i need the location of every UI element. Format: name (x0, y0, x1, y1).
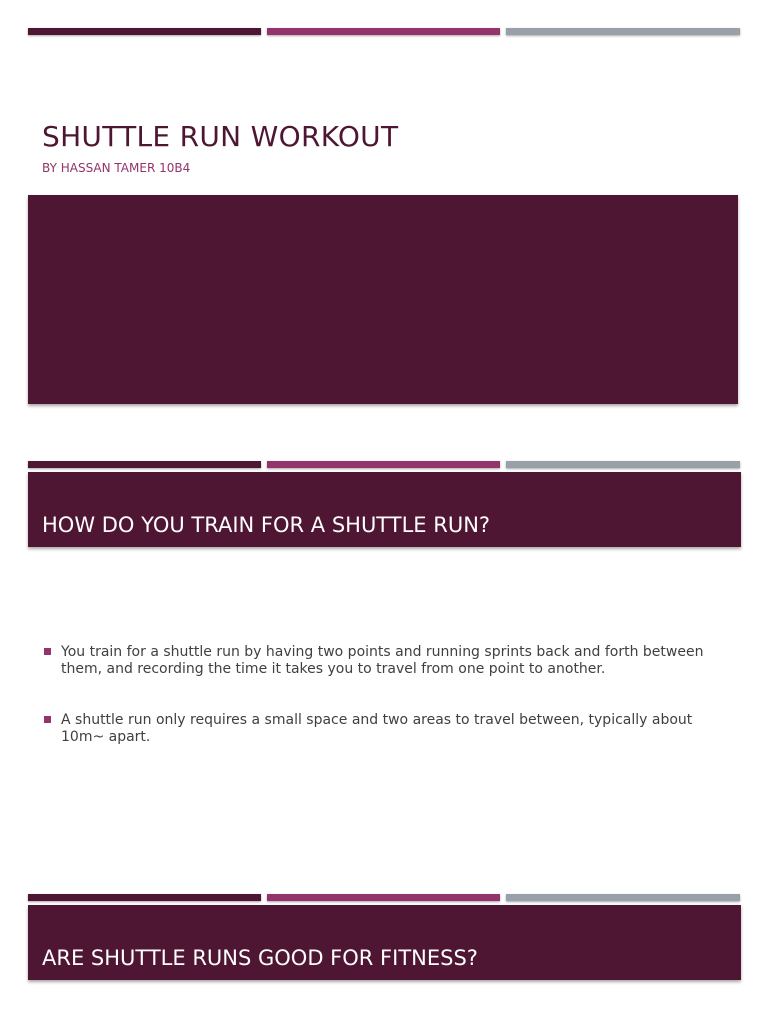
heading-band (28, 472, 741, 547)
accent-stripe-plum (28, 461, 261, 468)
accent-stripe-gray (506, 461, 740, 468)
bullet-list (42, 644, 732, 746)
slide-heading: HOW DO YOU TRAIN FOR A SHUTTLE RUN? (42, 513, 491, 537)
list-item (42, 644, 732, 678)
accent-stripe-plum (28, 894, 261, 901)
slide-subtitle: BY HASSAN TAMER 10B4 (42, 161, 191, 175)
accent-stripe-magenta (267, 28, 500, 35)
slide-title: SHUTTLE RUN WORKOUT (42, 120, 399, 153)
title-banner (28, 195, 738, 404)
accent-stripe-gray (506, 28, 740, 35)
list-item (42, 712, 732, 746)
heading-band (28, 905, 741, 980)
accent-stripe-magenta (267, 461, 500, 468)
accent-stripe-plum (28, 28, 261, 35)
bullet-text: A shuttle run only requires a small space and two areas to travel between, typically about 10m~ apart. (61, 712, 693, 745)
bullet-text: You train for a shuttle run by having two points and running sprints back and forth between them, and recording the time it takes you to travel from one point to another. (61, 644, 704, 677)
accent-stripe-gray (506, 894, 740, 901)
square-bullet-icon (44, 648, 51, 655)
square-bullet-icon (44, 716, 51, 723)
accent-stripe-magenta (267, 894, 500, 901)
slide-heading: ARE SHUTTLE RUNS GOOD FOR FITNESS? (42, 946, 478, 970)
